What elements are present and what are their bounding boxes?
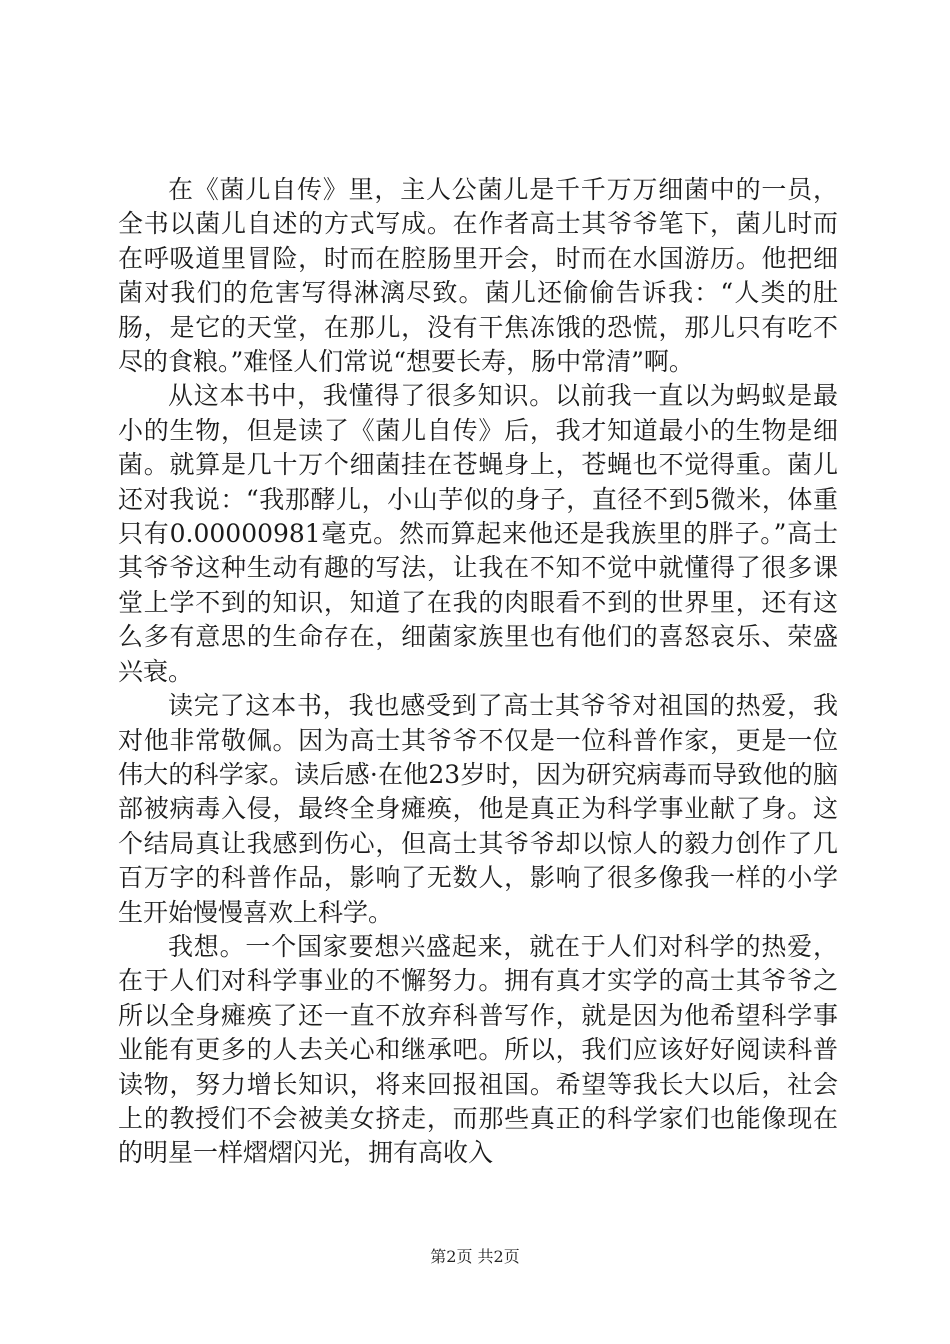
paragraph-2: 从这本书中，我懂得了很多知识。以前我一直以为蚂蚁是最小的生物，但是读了《菌儿自传》后，我才知道最小的生物是细菌。就算是几十万个细菌挂在苍蝇身上，苍蝇也不觉得重。菌儿还对我说：“我那酵儿，小山芋似的身子，直径不到5微米，体重只有0.00000981毫克。然而算起来他还是我族里的胖子。”高士其爷爷这种生动有趣的写法，让我在不知不觉中就懂得了很多课堂上学不到的知识，知道了在我的肉眼看不到的世界里，还有这么多有意思的生命存在，细菌家族里也有他们的喜怒哀乐、荣盛兴衰。 (118, 381, 838, 686)
paragraph-4: 我想。一个国家要想兴盛起来，就在于人们对科学的热爱，在于人们对科学事业的不懈努力。拥有真才实学的高士其爷爷之所以全身瘫痪了还一直不放弃科普写作，就是因为他希望科学事业能有更多的人去关心和继承吧。所以，我们应该好好阅读科普读物，努力增长知识，将来回报祖国。希望等我长大以后，社会上的教授们不会被美女挤走，而那些真正的科学家们也能像现在的明星一样熠熠闪光，拥有高收入 (118, 931, 838, 1168)
page-footer: 第2页 共2页 (430, 1247, 520, 1266)
document-body (118, 173, 838, 1171)
paragraph-1: 在《菌儿自传》里，主人公菌儿是千千万万细菌中的一员，全书以菌儿自述的方式写成。在作者高士其爷爷笔下，菌儿时而在呼吸道里冒险，时而在腔肠里开会，时而在水国游历。他把细菌对我们的危害写得淋漓尽致。菌儿还偷偷告诉我：“人类的肚肠，是它的天堂，在那儿，没有干焦冻饿的恐慌，那儿只有吃不尽的食粮。”难怪人们常说“想要长寿，肠中常清”啊。 (118, 175, 838, 377)
paragraph-3: 读完了这本书，我也感受到了高士其爷爷对祖国的热爱，我对他非常敬佩。因为高士其爷爷不仅是一位科普作家，更是一位伟大的科学家。读后感·在他23岁时，因为研究病毒而导致他的脑部被病毒入侵，最终全身瘫痪，他是真正为科学事业献了身。这个结局真让我感到伤心，但高士其爷爷却以惊人的毅力创作了几百万字的科普作品，影响了无数人，影响了很多像我一样的小学生开始慢慢喜欢上科学。 (118, 691, 838, 927)
